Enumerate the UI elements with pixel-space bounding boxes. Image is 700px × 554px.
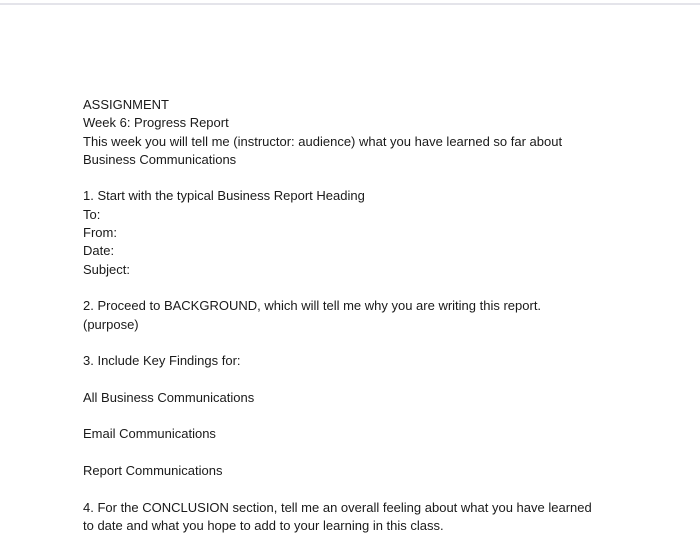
assignment-heading: ASSIGNMENT <box>83 97 169 112</box>
spacer <box>83 334 643 352</box>
heading-field-from: From: <box>83 225 117 241</box>
finding-item: Report Communications <box>83 462 223 478</box>
heading-field-subject: Subject: <box>83 261 130 277</box>
spacer <box>83 480 643 498</box>
finding-item: Email Communications <box>83 426 216 442</box>
finding-item: All Business Communications <box>83 389 255 405</box>
heading-field-date: Date: <box>83 243 115 259</box>
top-divider <box>0 3 700 5</box>
step2-line-2: (purpose) <box>83 316 139 332</box>
step2-line-1: 2. Proceed to BACKGROUND, which will tell me why you are writing this report. <box>83 298 542 314</box>
spacer <box>83 407 643 425</box>
step3-title: 3. Include Key Findings for: <box>83 353 241 369</box>
step4-line-1: 4. For the CONCLUSION section, tell me an overall feeling about what you have learned <box>83 499 592 515</box>
step4-line-2: to date and what you hope to add to your learning in this class. <box>83 517 444 533</box>
intro-line-2: Business Communications <box>83 151 237 167</box>
assignment-subtitle: Week 6: Progress Report <box>83 115 229 131</box>
assignment-document <box>83 96 643 535</box>
step1-title: 1. Start with the typical Business Report Heading <box>83 188 365 204</box>
spacer <box>83 444 643 462</box>
heading-field-to: To: <box>83 206 101 222</box>
spacer <box>83 370 643 388</box>
spacer <box>83 279 643 297</box>
intro-line-1: This week you will tell me (instructor: audience) what you have learned so far about <box>83 133 563 149</box>
spacer <box>83 169 643 187</box>
